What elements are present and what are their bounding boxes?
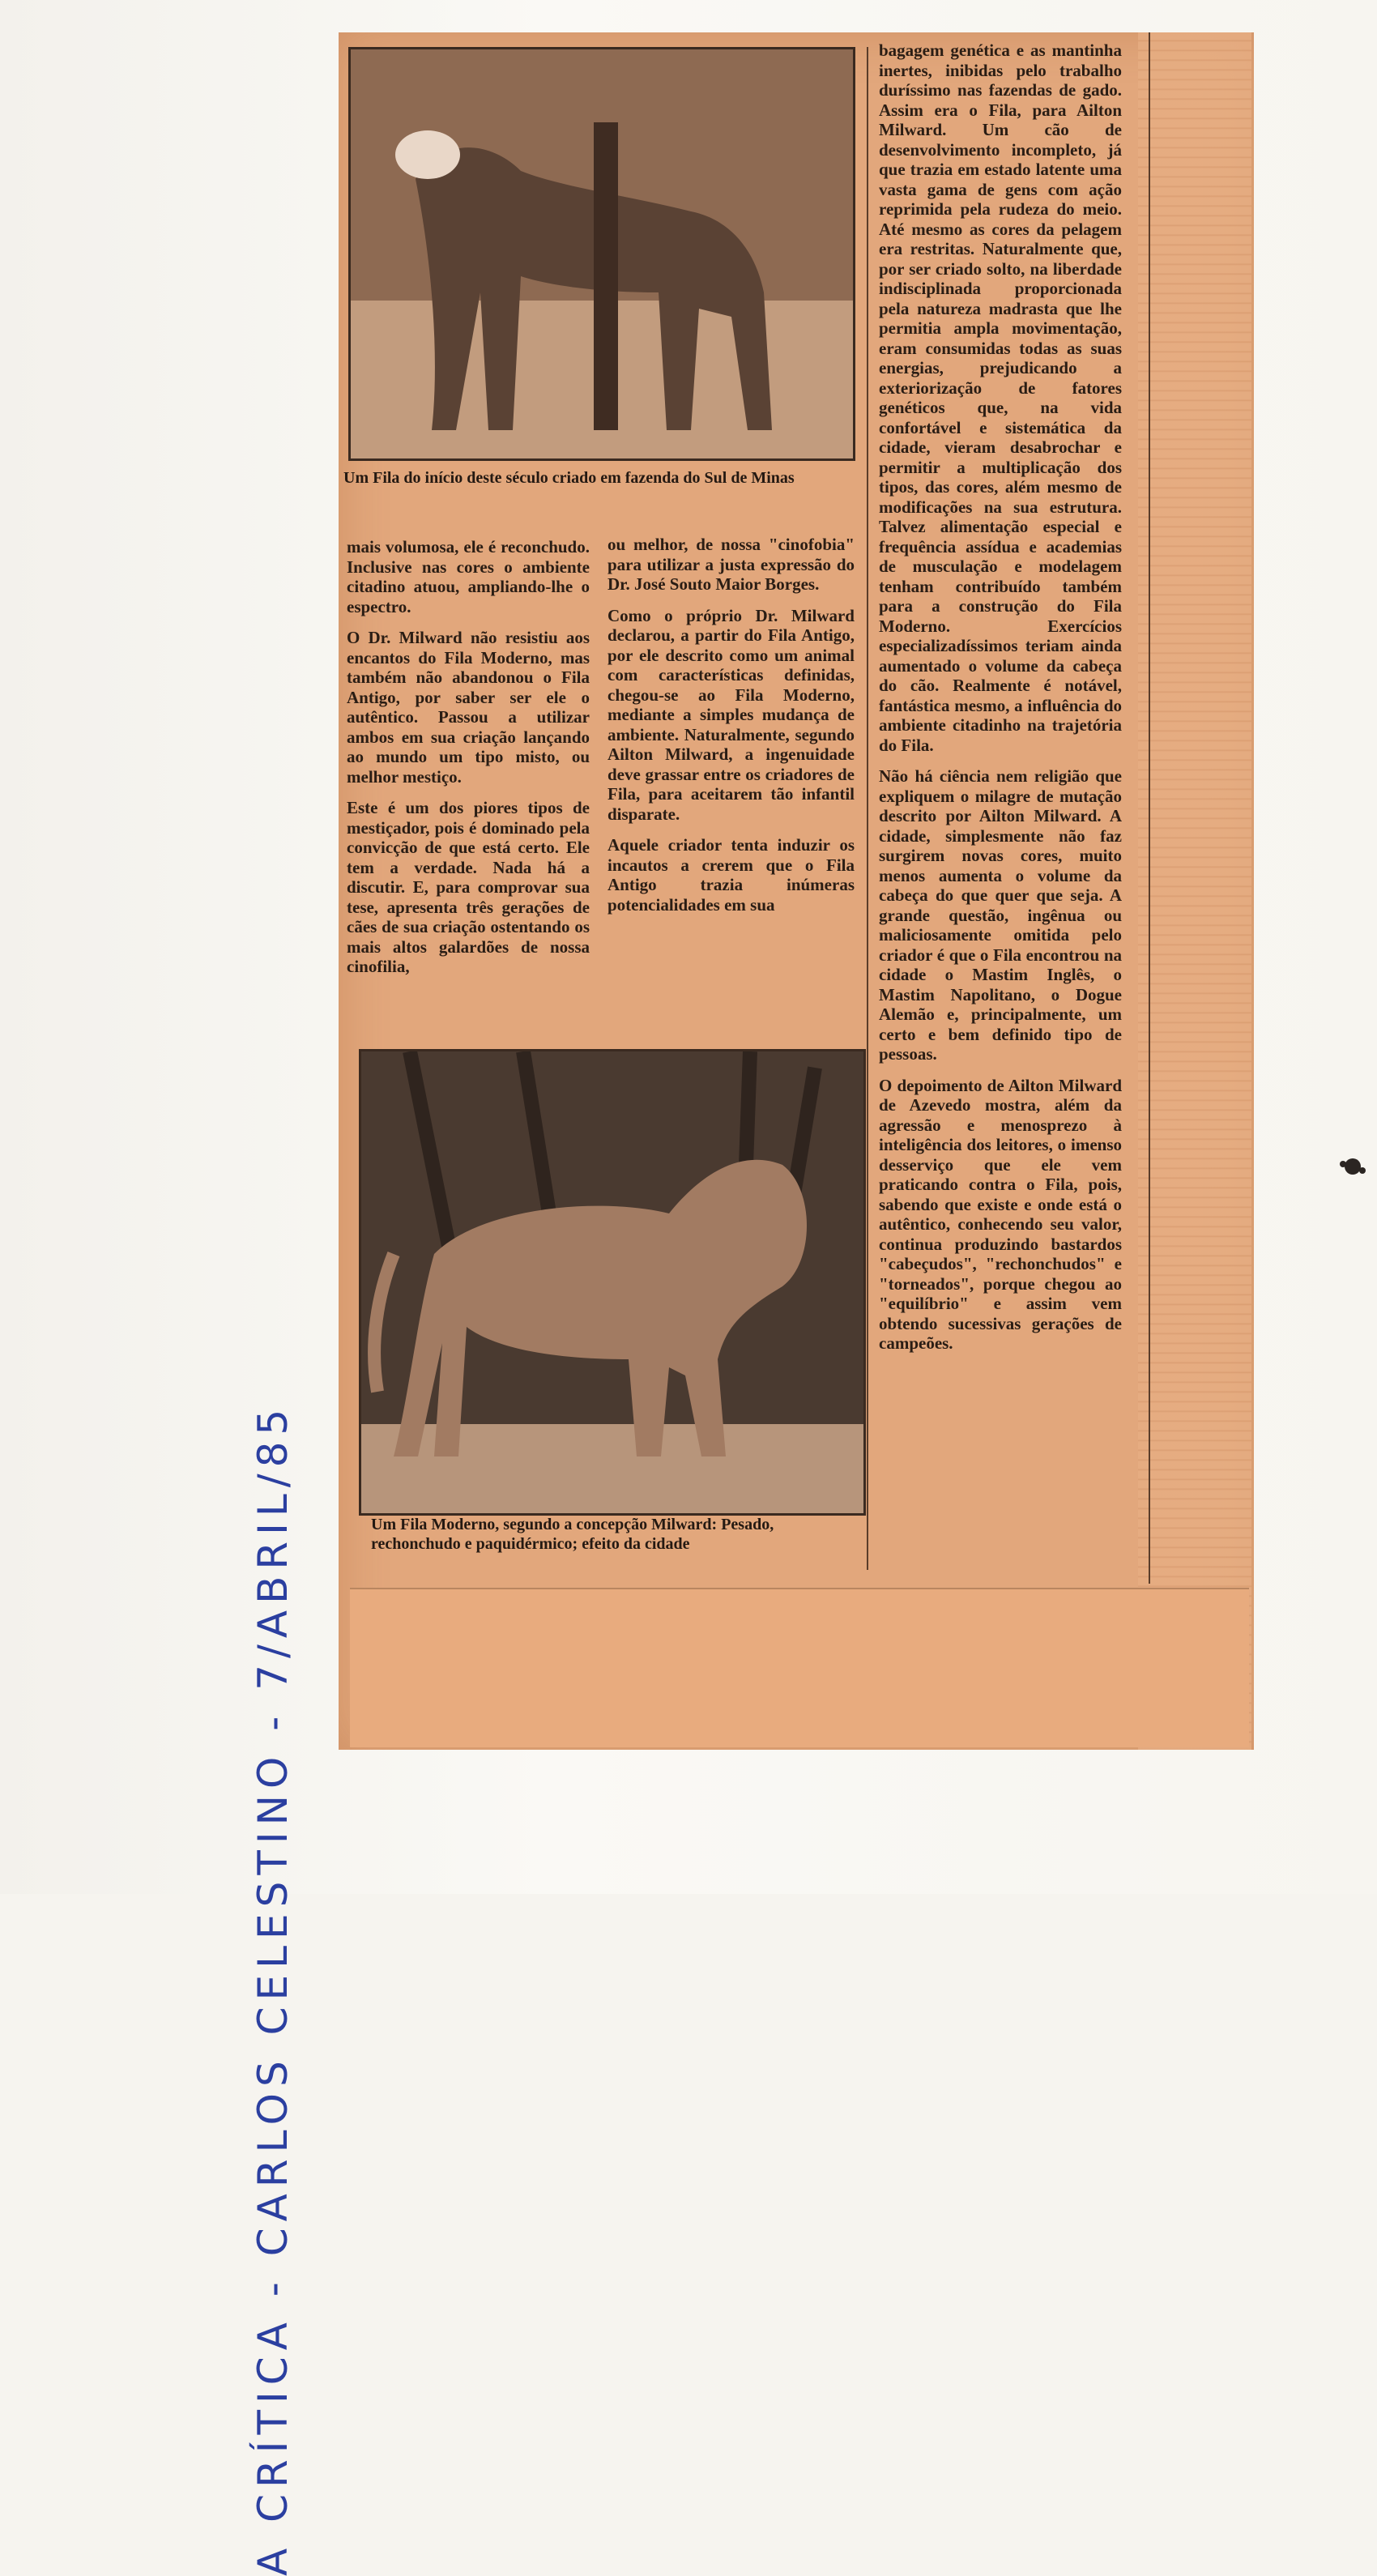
column-rule — [867, 47, 868, 1570]
bottom-dog-photo — [359, 1049, 866, 1516]
paragraph: Aquele criador tenta induzir os incautos a crerem que o Fila Antigo trazia inúmeras potencialidades em sua — [608, 835, 855, 915]
dog-photo-icon — [361, 1051, 863, 1513]
handwritten-note: A CRÍTICA - CARLOS CELESTINO - 7/ABRIL/85 — [249, 1402, 296, 2576]
paragraph: Este é um dos piores tipos de mestiçador, pois é dominado pela convicção de que está certo. Ele tem a verdade. Nada há a discutir. E, para comprovar sua tese, apresenta três gerações de cães de sua criação ostentando os mais altos galardões de nossa cinofilia, — [347, 798, 590, 976]
paragraph: bagagem genética e as mantinha inertes, inibidas pelo trabalho duríssimo nas fazendas de gado. Assim era o Fila, para Ailton Milward. Um cão de desenvolvimento incompleto, já que trazia em estado latente uma vasta gama de gens com ação reprimida pela rudeza do meio. Até mesmo as cores da pelagem era restritas. Naturalmente que, por ser criado solto, na liberdade indisciplinada proporcionada pela natureza madrasta que lhe permitia ampla movimentação, eram consumidas todas as suas energias, prejudicando a exteriorização de fatores genéticos que, na vida confortável e sistemática da cidade, vieram desabrochar e permitir a multiplicação dos tipos, das cores, além mesmo de modificações na sua estrutura. Talvez alimentação especial e frequência assídua e academias de musculação e modelagem tenham contribuído também para a construção do Fila Moderno. Exercícios especializadíssimos teriam ainda aumentado o volume da cabeça do cão. Realmente é notável, fantástica mesmo, a influência do ambiente citadinho na trajetória do Fila. — [879, 41, 1122, 755]
paragraph: Como o próprio Dr. Milward declarou, a partir do Fila Antigo, por ele descrito como um animal com características definidas, chegou-se ao Fila Moderno, mediante a simples mudança de ambiente. Naturalmente, segundo Ailton Milward, a ingenuidade deve grassar entre os criadores de Fila, para aceitarem tão infantil disparate. — [608, 605, 855, 824]
clipping-bottom-strip — [350, 1588, 1249, 1747]
paragraph: ou melhor, de nossa "cinofobia" para utilizar a justa expressão do Dr. José Souto Maior Borges. — [608, 535, 855, 594]
paragraph: O depoimento de Ailton Milward de Azevedo mostra, além da agressão e menosprezo à inteligência dos leitores, o imenso desserviço que ele vem praticando contra o Fila, pois, sabendo que existe e onde está o autêntico, conhecendo seu valor, continua produzindo bastardos "cabeçudos", "rechonchudos" e "torneados", porque chegou ao "equilíbrio" e assim vem obtendo sucessivas gerações de campeões. — [879, 1075, 1122, 1353]
paragraph: mais volumosa, ele é reconchudo. Inclusive nas cores o ambiente citadino atuou, ampliando-lhe o espectro. — [347, 537, 590, 616]
paragraph: O Dr. Milward não resistiu aos encantos do Fila Moderno, mas também não abandonou o Fila Antigo, por saber ser ele o autêntico. Passou a utilizar ambos em sua criação lançando ao mundo um tipo misto, ou melhor mestiço. — [347, 628, 590, 787]
ink-spot-icon — [1336, 1154, 1369, 1179]
article-column-left — [347, 537, 590, 988]
article-column-right — [879, 41, 1122, 1365]
top-photo-caption: Um Fila do início deste século criado em fazenda do Sul de Minas — [343, 469, 795, 487]
paragraph: Não há ciência nem religião que expliquem o milagre de mutação descrito por Ailton Milward. A cidade, simplesmente não faz surgirem novas cores, muito menos aumenta o volume da cabeça do que quer que seja. A grande questão, ingênua ou maliciosamente omitida pelo criador é que o Fila encontrou na cidade o Mastim Inglês, o Mastim Napolitano, o Dogue Alemão e, principalmente, um certo e bem definido tipo de pessoas. — [879, 766, 1122, 1064]
article-column-middle — [608, 535, 855, 926]
top-dog-photo — [348, 47, 855, 461]
dog-photo-icon — [351, 49, 853, 458]
clipping-right-rule — [1149, 32, 1150, 1584]
bottom-photo-caption: Um Fila Moderno, segundo a concepção Milward: Pesado, rechonchudo e paquidérmico; efeito da cidade — [371, 1516, 774, 1553]
clipping-perforated-edge — [1138, 32, 1251, 1750]
